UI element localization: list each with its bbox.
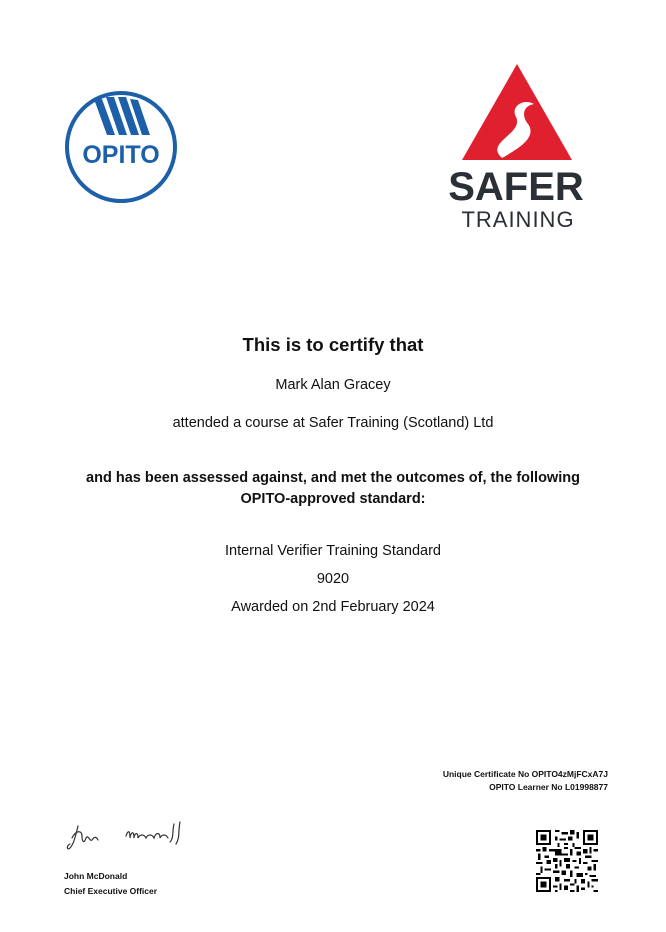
recipient-name: Mark Alan Gracey bbox=[275, 377, 391, 393]
certificate-heading: This is to certify that bbox=[242, 334, 424, 355]
safer-training-logo bbox=[424, 62, 608, 234]
qr-code bbox=[536, 830, 598, 892]
awarded-date: Awarded on 2nd February 2024 bbox=[231, 599, 435, 615]
standard-name: Internal Verifier Training Standard bbox=[224, 543, 441, 559]
standard-code: 9020 bbox=[316, 571, 350, 587]
signatory-title: Chief Executive Officer bbox=[64, 886, 158, 896]
unique-certificate-number: Unique Certificate No OPITO4zMjFCxA7J bbox=[442, 769, 608, 779]
opito-logo-text: OPITO bbox=[82, 141, 160, 169]
safer-logo-word: SAFER bbox=[448, 165, 584, 209]
signatory-block bbox=[64, 869, 157, 899]
assessed-line-2: OPITO-approved standard: bbox=[240, 491, 426, 507]
opito-logo bbox=[64, 90, 178, 204]
training-logo-word: TRAINING bbox=[461, 207, 575, 232]
attended-line: attended a course at Safer Training (Scotland) Ltd bbox=[172, 415, 494, 431]
certificate-identifiers bbox=[443, 768, 608, 794]
assessed-statement bbox=[0, 468, 666, 510]
signature bbox=[64, 820, 194, 860]
assessed-line-1: and has been assessed against, and met the outcomes of, the following bbox=[86, 470, 580, 486]
signatory-name: John McDonald bbox=[64, 871, 128, 881]
learner-number: OPITO Learner No L01998877 bbox=[489, 782, 608, 792]
